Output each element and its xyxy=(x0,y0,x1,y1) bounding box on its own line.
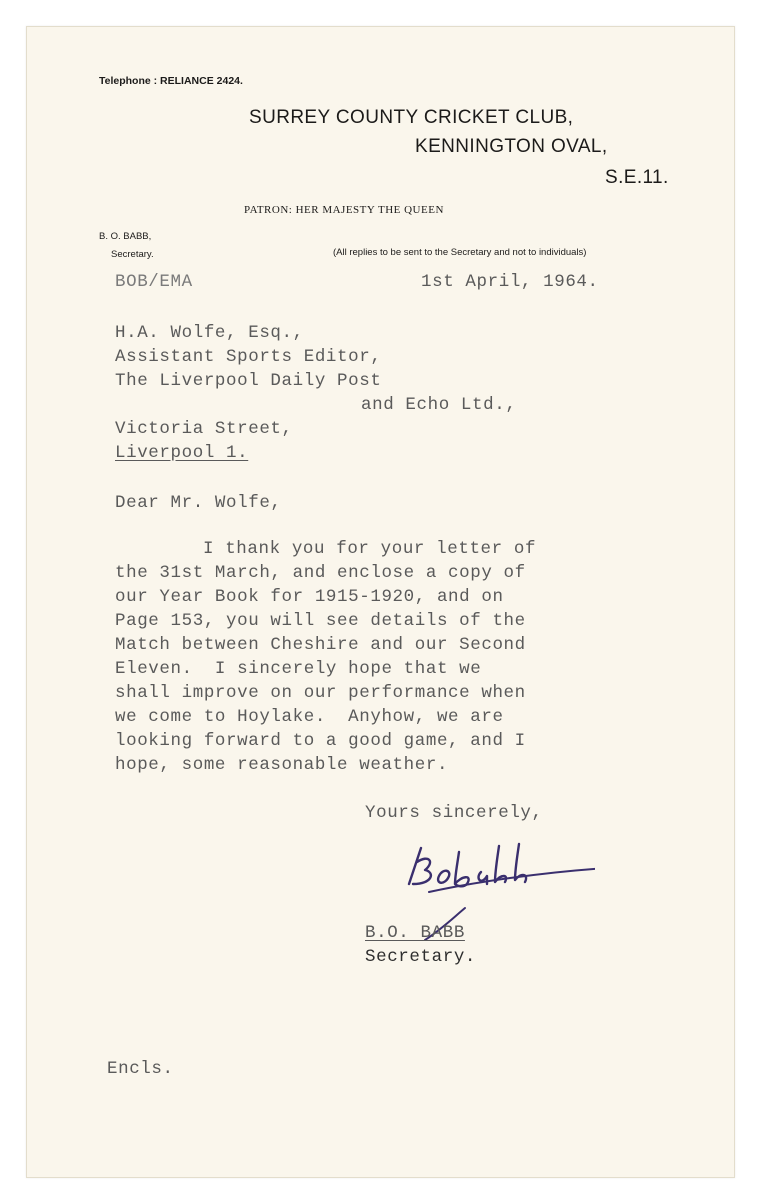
recipient-city: Liverpool 1. xyxy=(115,443,249,463)
body-line: our Year Book for 1915-1920, and on xyxy=(115,587,504,607)
letterhead-org-line1: SURREY COUNTY CRICKET CLUB, xyxy=(249,107,574,128)
letterhead-secretary-name: B. O. BABB, xyxy=(99,231,152,242)
body-line: Page 153, you will see details of the xyxy=(115,611,526,631)
letterhead-org-line2: KENNINGTON OVAL, xyxy=(415,136,608,157)
reference-code: BOB/EMA xyxy=(115,272,193,292)
signatory-title: Secretary. xyxy=(365,947,477,967)
signatory-name xyxy=(365,923,465,943)
letterhead-org-line3: S.E.11. xyxy=(605,167,669,188)
recipient-line: H.A. Wolfe, Esq., xyxy=(115,323,304,343)
body-line: we come to Hoylake. Anyhow, we are xyxy=(115,707,504,727)
letterhead-telephone: Telephone : RELIANCE 2424. xyxy=(99,75,243,87)
body-line: Match between Cheshire and our Second xyxy=(115,635,526,655)
recipient-line: The Liverpool Daily Post xyxy=(115,371,382,391)
enclosure-note: Encls. xyxy=(107,1059,174,1079)
body-line: Eleven. I sincerely hope that we xyxy=(115,659,482,679)
letter-page xyxy=(26,26,735,1178)
body-line: hope, some reasonable weather. xyxy=(115,755,449,775)
letter-date: 1st April, 1964. xyxy=(421,272,599,292)
letterhead-patron: PATRON: HER MAJESTY THE QUEEN xyxy=(244,204,444,216)
closing: Yours sincerely, xyxy=(365,803,543,823)
body-line: the 31st March, and enclose a copy of xyxy=(115,563,526,583)
recipient-line: and Echo Ltd., xyxy=(361,395,517,415)
recipient-line: Assistant Sports Editor, xyxy=(115,347,382,367)
letterhead-secretary-title: Secretary. xyxy=(111,249,154,260)
recipient-line: Victoria Street, xyxy=(115,419,293,439)
salutation: Dear Mr. Wolfe, xyxy=(115,493,282,513)
body-line: I thank you for your letter of xyxy=(203,539,537,559)
letterhead-replies-note: (All replies to be sent to the Secretary and not to individuals) xyxy=(333,247,587,258)
body-line: looking forward to a good game, and I xyxy=(115,731,526,751)
signatory-name-text: B.O. BABB xyxy=(365,923,465,943)
body-line: shall improve on our performance when xyxy=(115,683,526,703)
